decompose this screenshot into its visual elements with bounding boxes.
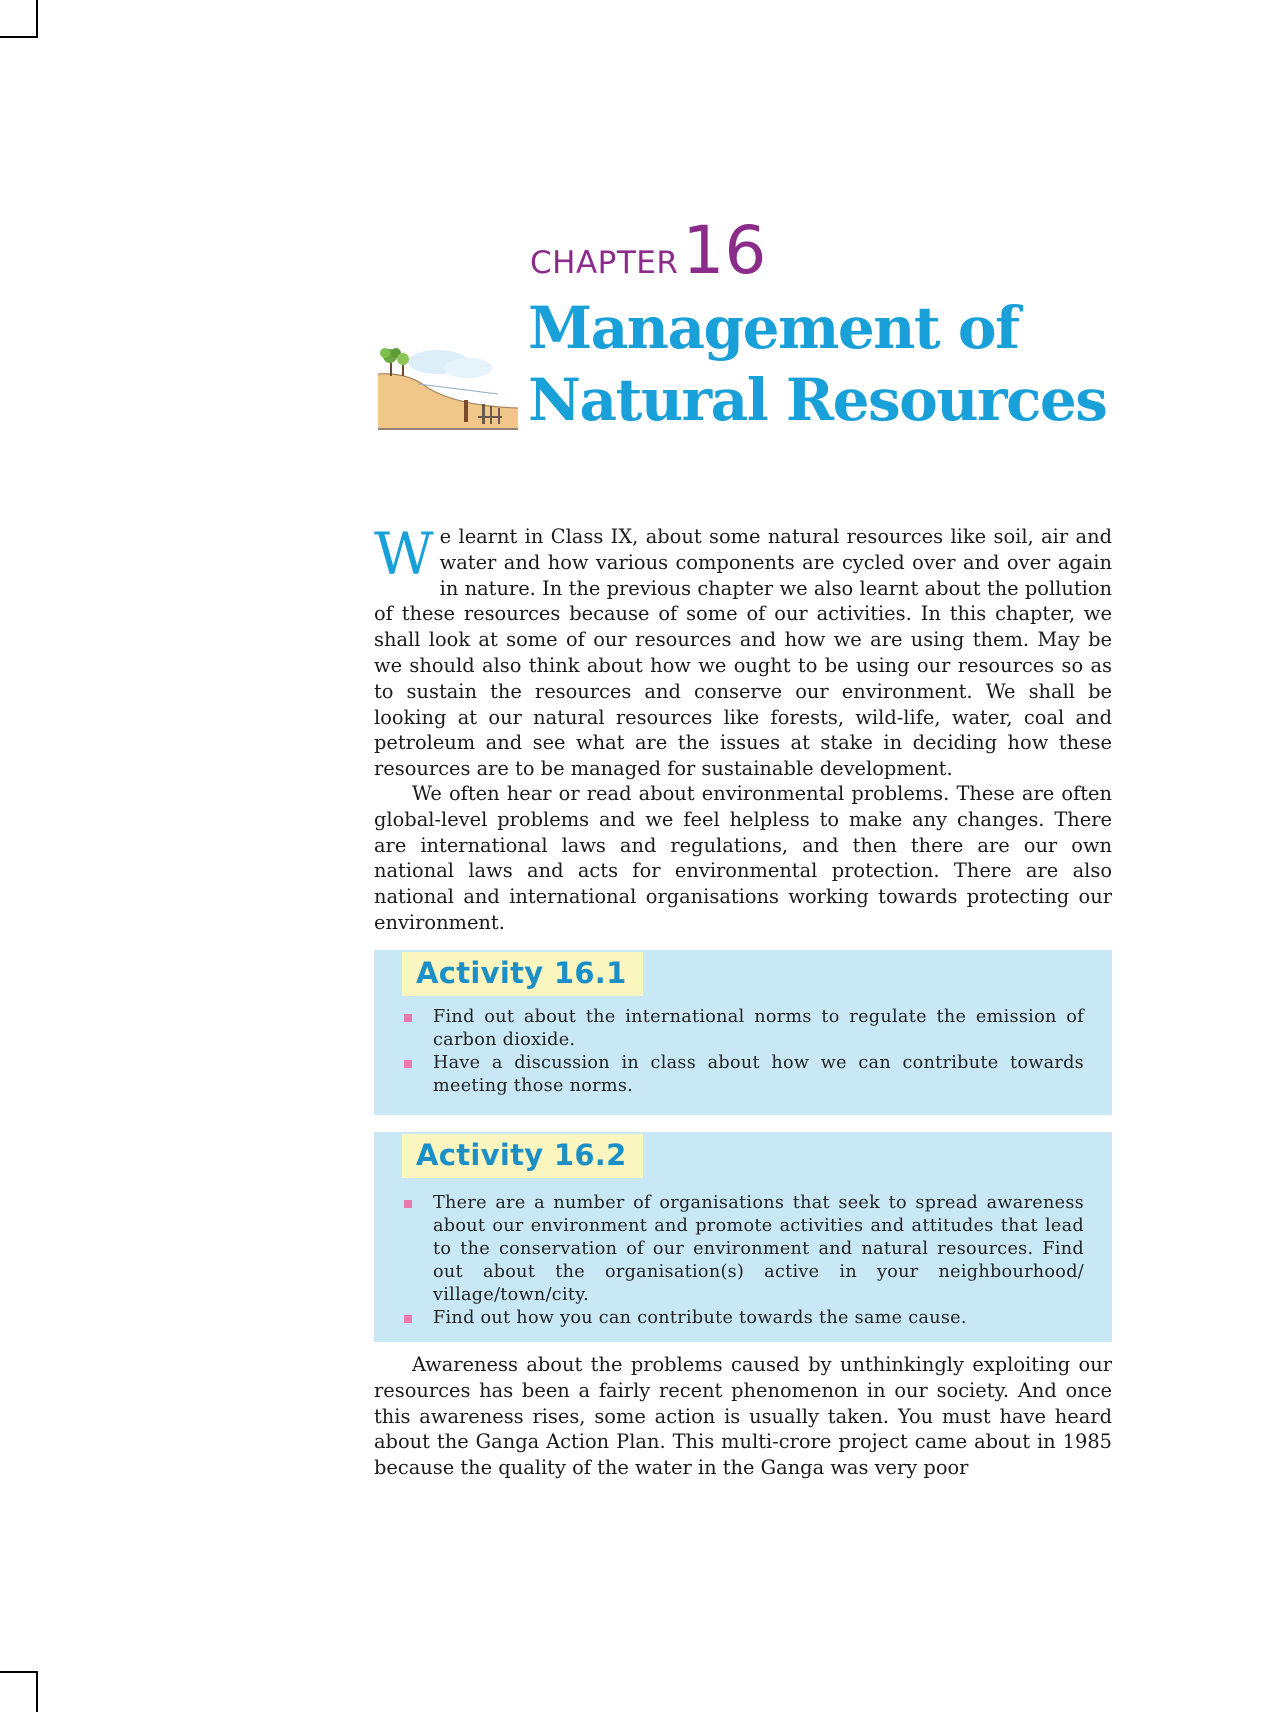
list-item [402, 1052, 1084, 1098]
list-item-text: Find out about the international norms to regulate the emission of carbon dioxide. [433, 1007, 1084, 1050]
list-item [402, 1006, 1084, 1052]
square-bullet-icon [404, 1200, 412, 1208]
activity-box [374, 950, 1112, 1115]
list-item-text: Find out how you can contribute towards the same cause. [433, 1308, 967, 1328]
list-item-text: There are a number of organisations that seek to spread awareness about our environment and promote activities and attitudes that lead to the conservation of our environment and natural resources. Find out about the organisation(s) active in your neighbourhood/ village/town/city. [433, 1193, 1084, 1305]
list-item-text: Have a discussion in class about how we can contribute towards meeting those norms. [433, 1053, 1084, 1096]
chapter-title [528, 292, 1106, 436]
awareness-paragraph: Awareness about the problems caused by unthinkingly exploiting our resources has been a fairly recent phenomenon in our society. And once this awareness rises, some action is usually taken. You must have heard about the Ganga Action Plan. This multi-crore project came about in 1985 because the quality of the water in the Ganga was very poor [374, 1353, 1112, 1480]
activity-box [374, 1132, 1112, 1342]
list-item [402, 1307, 1084, 1330]
crop-mark-top [0, 0, 38, 38]
intro-paragraph [374, 520, 1112, 782]
square-bullet-icon [404, 1060, 412, 1068]
list-item [402, 1192, 1084, 1307]
chapter-word: CHAPTER [530, 245, 679, 281]
square-bullet-icon [404, 1315, 412, 1323]
landscape-illustration [378, 344, 518, 430]
chapter-number: 16 [682, 212, 767, 289]
square-bullet-icon [404, 1014, 412, 1022]
activity-list [402, 1192, 1084, 1330]
intro-paragraph-text: e learnt in Class IX, about some natural resources like soil, air and water and how various components are cycled over and over again in nature. In the previous chapter we also learnt about the pollution of these resources because of some of our activities. In this chapter, we shall look at some of our resources and how we are using them. May be we should also think about how we ought to be using our resources so as to sustain the resources and conserve our environment. We shall be looking at our natural resources like forests, wild-life, water, coal and petroleum and see what are the issues at stake in deciding how these resources are to be managed for sustainable development. [374, 525, 1112, 781]
activity-list [402, 1006, 1084, 1098]
environment-paragraph: We often hear or read about environmental problems. These are often global-level problems and we feel helpless to make any changes. There are international laws and regulations, and then there are our own national laws and acts for environmental protection. There are also national and international organisations working towards protecting our environment. [374, 782, 1112, 934]
activity-title: Activity 16.2 [402, 1134, 643, 1178]
title-line-2: Natural Resources [528, 366, 1107, 434]
crop-mark-bottom [0, 1671, 38, 1712]
activity-title: Activity 16.1 [402, 952, 643, 996]
chapter-label [530, 212, 767, 289]
title-line-1: Management of [528, 294, 1019, 362]
drop-cap: W [374, 520, 434, 588]
